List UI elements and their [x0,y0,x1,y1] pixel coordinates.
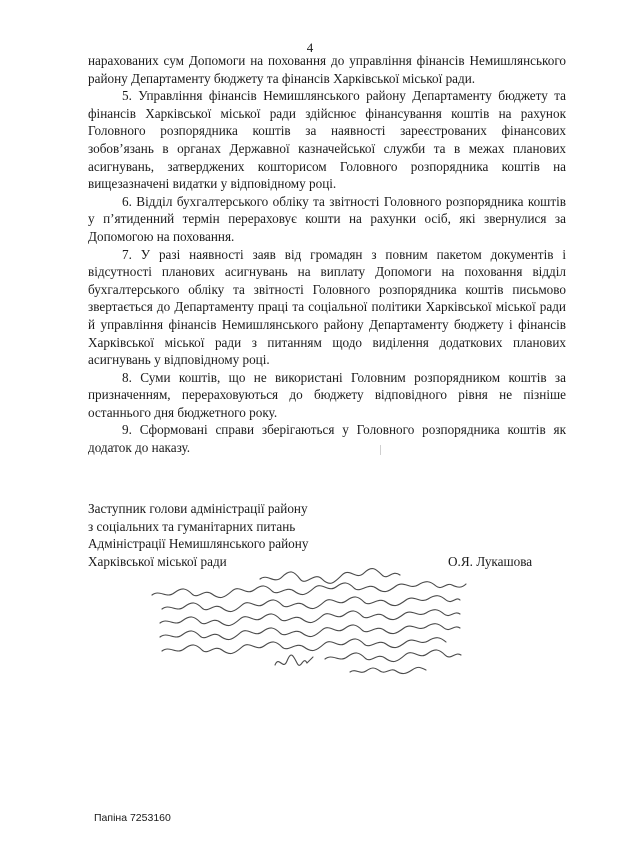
signatory-position-line-2: з соціальних та гуманітарних питань [88,518,296,534]
paragraph-continuation: нарахованих сум Допомоги на поховання до управління фінансів Немишлянського району Департаменту бюджету та фінансів Харківської міської ради. [88,53,566,86]
handwritten-signature-scribble [275,655,313,665]
signature-block [88,500,558,570]
signatory-name: О.Я. Лукашова [448,553,533,569]
handwritten-name [325,650,461,662]
handwritten-line-5 [160,624,460,640]
paragraph-item-8: 8. Суми коштів, що не використані Головним розпорядником коштів за призначенням, перераховуються до бюджету відповідного рівня не пізніше останнього дня бюджетного року. [88,369,566,420]
handwritten-line-6 [162,638,446,654]
paragraph-item-9: 9. Сформовані справи зберігаються у Головного розпорядника коштів як додаток до наказу. [88,422,566,456]
signatory-position-line-1: Заступник голови адміністрації району [88,501,308,516]
handwritten-line-3 [162,596,460,612]
handwritten-line-1 [260,569,400,584]
paper-code: Папіна 7253160 [94,812,171,824]
paragraph-item-5: 5. Управління фінансів Немишлянського району Департаменту бюджету та фінансів Харківської міської ради здійснює фінансування коштів на рахунок Головного розпорядника коштів за наявності зареєстрованих фінансових зобов’язань в органах Державної казначейської служби та в межах планових асигнувань, затверджених кошторисом Головного розпорядника коштів на вищезазначені видатки у відповідному році. [88,88,566,192]
tick-mark [380,445,381,455]
handwritten-line-2 [152,582,466,598]
handwritten-certification [150,565,580,675]
signatory-position-line-4: Харківської міської ради [88,553,227,569]
paragraph-item-7: 7. У разі наявності заяв від громадян з повним пакетом документів і відсутності планових асигнувань на виплату Допомоги на поховання відділ бухгалтерського обліку та звітності Головного розпорядника коштів письмово звертається до Департаменту праці та соціальної політики Харківської міської ради й управління фінансів Немишлянського району Департаменту бюджету і фінансів Харківської міської ради з питанням щодо виділення додаткових планових асигнувань у відповідному році. [88,246,566,368]
document-body [88,52,566,457]
paragraph-item-6: 6. Відділ бухгалтерського обліку та звітності Головного розпорядника коштів у п’ятиденний термін перераховує кошти на рахунки осіб, які звернулися за Допомогою на поховання. [88,193,566,244]
handwritten-date [350,667,426,673]
page-number: 4 [306,40,314,55]
handwritten-line-4 [160,610,460,626]
signatory-position-line-3: Адміністрації Немишлянського району [88,536,309,552]
